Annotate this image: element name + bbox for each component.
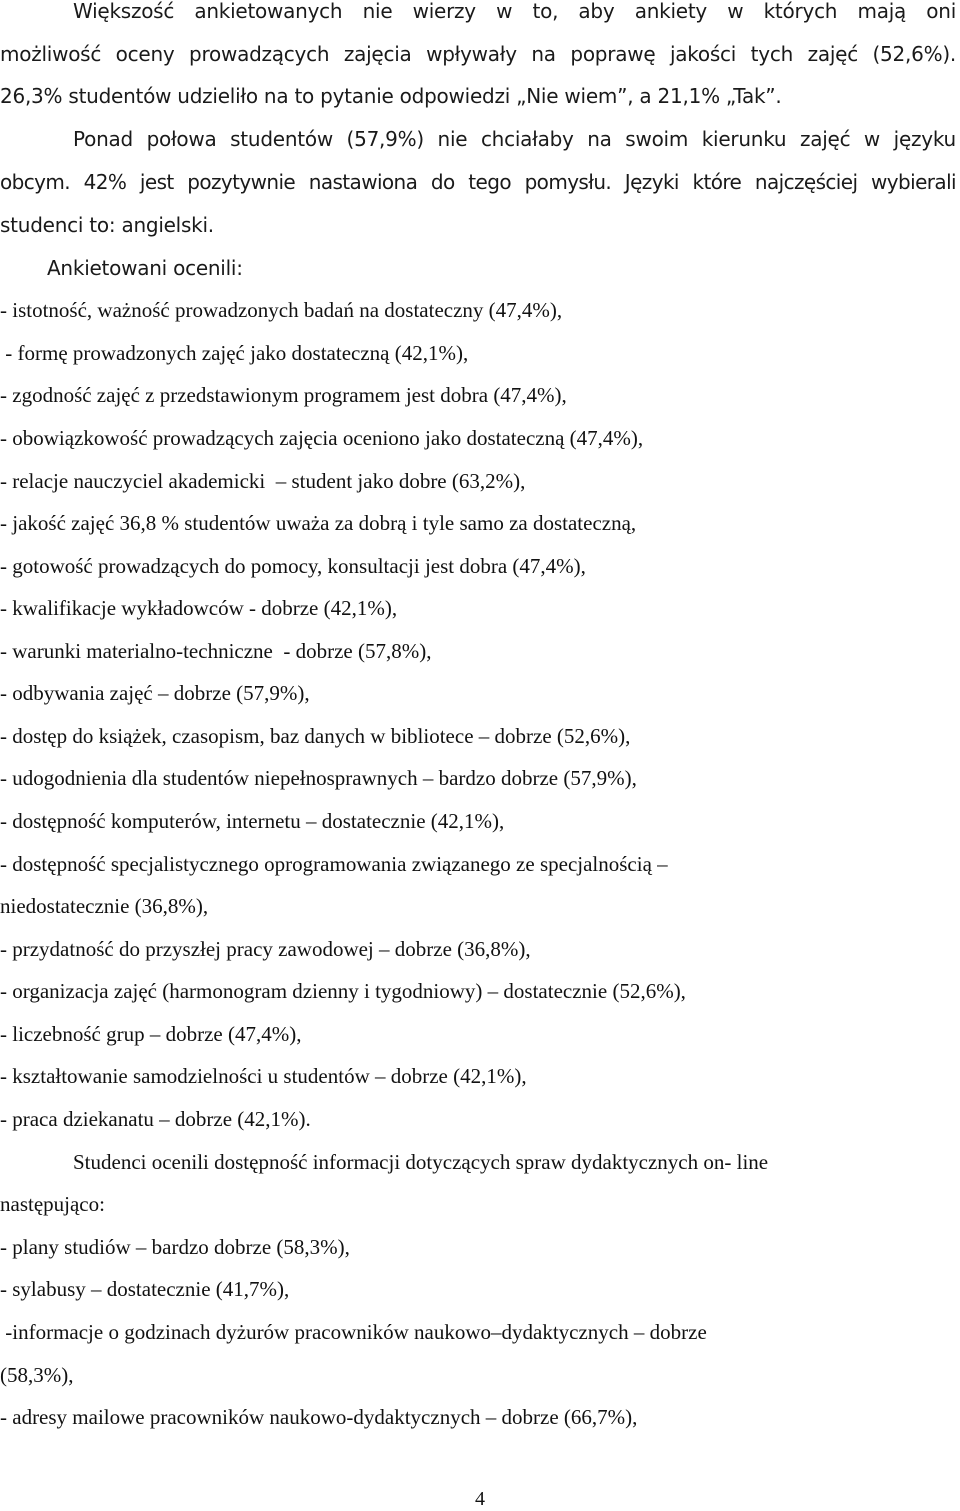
rating-item: - przydatność do przyszłej pracy zawodowej – dobrze (36,8%), [0, 937, 531, 961]
rating-item: - odbywania zajęć – dobrze (57,9%), [0, 681, 310, 705]
online-intro-line-1: Studenci ocenili dostępność informacji dotyczących spraw dydaktycznych on- line [73, 1150, 769, 1174]
intro-line-5-text: obcym. 42% jest pozytywnie nastawiona do tego pomysłu. Języki które najczęściej wybierali [0, 170, 956, 194]
online-item: - adresy mailowe pracowników naukowo-dydaktycznych – dobrze (66,7%), [0, 1405, 638, 1429]
intro-line-2-text: możliwość oceny prowadzących zajęcia wpływały na poprawę jakości tych zajęć (52,6%). [0, 42, 956, 66]
rating-item: - dostępność specjalistycznego oprogramowania związanego ze specjalnością – [0, 852, 668, 876]
intro-line-4 [73, 129, 956, 149]
rating-item: - formę prowadzonych zajęć jako dostateczną (42,1%), [0, 341, 469, 365]
rating-item: - udogodnienia dla studentów niepełnosprawnych – bardzo dobrze (57,9%), [0, 766, 637, 790]
online-item: - plany studiów – bardzo dobrze (58,3%), [0, 1235, 350, 1259]
ratings-heading: Ankietowani ocenili: [47, 256, 243, 280]
online-intro-line-2: następująco: [0, 1192, 105, 1216]
rating-item: - praca dziekanatu – dobrze (42,1%). [0, 1107, 311, 1131]
rating-item: - dostępność komputerów, internetu – dostatecznie (42,1%), [0, 809, 505, 833]
rating-item: - warunki materialno-techniczne - dobrze (57,8%), [0, 639, 432, 663]
online-item-continuation: (58,3%), [0, 1363, 74, 1387]
online-item: - sylabusy – dostatecznie (41,7%), [0, 1277, 290, 1301]
intro-line-2 [0, 44, 956, 64]
rating-item: - gotowość prowadzących do pomocy, konsultacji jest dobra (47,4%), [0, 554, 586, 578]
online-item: -informacje o godzinach dyżurów pracowników naukowo–dydaktycznych – dobrze [0, 1320, 707, 1344]
intro-line-4-text: Ponad połowa studentów (57,9%) nie chciałaby na swoim kierunku zajęć w języku [73, 127, 956, 151]
rating-item: - liczebność grup – dobrze (47,4%), [0, 1022, 302, 1046]
rating-item: niedostatecznie (36,8%), [0, 894, 209, 918]
intro-line-1-text: Większość ankietowanych nie wierzy w to, aby ankiety w których mają oni [73, 0, 956, 23]
rating-item: - obowiązkowość prowadzących zajęcia oceniono jako dostateczną (47,4%), [0, 426, 644, 450]
rating-item: - zgodność zajęć z przedstawionym programem jest dobra (47,4%), [0, 383, 567, 407]
rating-item: - istotność, ważność prowadzonych badań na dostateczny (47,4%), [0, 298, 563, 322]
intro-line-1 [0, 1, 956, 21]
intro-line-6: studenci to: angielski. [0, 213, 214, 237]
rating-item: - kwalifikacje wykładowców - dobrze (42,1%), [0, 596, 398, 620]
intro-line-3: 26,3% studentów udzieliło na to pytanie odpowiedzi „Nie wiem”, a 21,1% „Tak”. [0, 84, 782, 108]
rating-item: - organizacja zajęć (harmonogram dzienny i tygodniowy) – dostatecznie (52,6%), [0, 979, 686, 1003]
rating-item: - dostęp do książek, czasopism, baz danych w bibliotece – dobrze (52,6%), [0, 724, 631, 748]
intro-line-5 [0, 172, 956, 192]
rating-item: - kształtowanie samodzielności u studentów – dobrze (42,1%), [0, 1064, 527, 1088]
rating-item: - jakość zajęć 36,8 % studentów uważa za dobrą i tyle samo za dostateczną, [0, 511, 637, 535]
page-number: 4 [475, 1488, 485, 1510]
rating-item: - relacje nauczyciel akademicki – student jako dobre (63,2%), [0, 469, 526, 493]
